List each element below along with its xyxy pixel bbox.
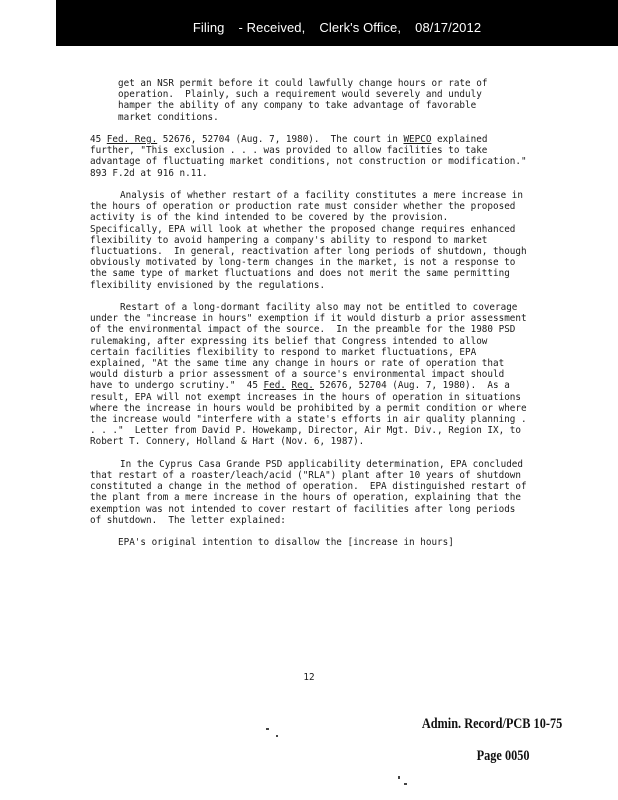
paragraph-restart <box>90 302 533 448</box>
cite-fed: Fed. <box>263 380 286 392</box>
page-number: 12 <box>303 672 315 683</box>
case-wepco: WEPCO <box>403 134 432 145</box>
stamp-office: Clerk's Office, <box>319 20 402 35</box>
filing-stamp <box>56 20 618 35</box>
scan-speck <box>266 728 269 730</box>
admin-record-stamp: Admin. Record/PCB 10-75 <box>421 716 562 732</box>
cite-reg: Reg. <box>291 380 314 392</box>
stamp-filing: Filing <box>192 20 225 35</box>
paragraph-analysis: Analysis of whether restart of a facility constitutes a mere increase in the hours of operation or production rate must consider whether the proposed activity is of the kind intended to be covered by the provision. Specifically, EPA will look at whether the proposed change requires enhanced flexibility to avoid hampering a company's ability to respond to market fluctuations. In general, reactivation after long periods of shutdown, though obviously motivated by long-term changes in the market, is not a response to the same type of market fluctuations and does not merit the same permitting flexibility envisioned by the regulations. <box>90 190 533 291</box>
paragraph-citation <box>90 134 538 179</box>
block-quote-1: get an NSR permit before it could lawfully change hours or rate of operation. Plainly, such a requirement would severely and unduly hamper the ability of any company to take advantage of favorable market conditions. <box>118 78 494 123</box>
restart-text-a: Restart of a long-dormant facility also may not be entitled to coverage under the "increase in hours" exemption if it would disturb a prior assessment of the environmental impact of the source. In the preamble for the 1980 PSD rulemaking, after expressing its belief that Congress intended to allow certain facilities flexibility to respond to market fluctuations, EPA explained, "At the same time any change in hours or rate of operation that would disturb a prior assessment of a source's environmental impact should have to undergo scrutiny." 45 <box>90 302 533 392</box>
scan-speck <box>398 776 400 779</box>
block-quote-2: EPA's original intention to disallow the [increase in hours] <box>118 537 454 549</box>
paragraph-cyprus: In the Cyprus Casa Grande PSD applicability determination, EPA concluded that restart of a roaster/leach/acid ("RLA") plant after 10 years of shutdown constituted a change in the method of operation. EPA distinguished restart of the plant from a mere increase in the hours of operation, explaining that the exemption was not intended to cover restart of facilities after long periods of shutdown. The letter explained: <box>90 458 533 526</box>
stamp-date: 08/17/2012 <box>415 20 482 35</box>
document-body <box>90 78 538 549</box>
scan-speck <box>404 783 407 785</box>
cite-mid: 52676, 52704 (Aug. 7, 1980). The court in <box>157 134 404 145</box>
scan-speck <box>276 735 278 737</box>
page-reference-stamp: Page 0050 <box>477 748 530 764</box>
stamp-received: - Received, <box>238 20 306 35</box>
cite-rest: explained further, "This exclusion . . . was provided to allow facilities to take advantage of fluctuating market conditions, not construction or modification." 893 F.2d at 916 n.11. <box>90 134 538 179</box>
cite-fed-reg: Fed. Reg. <box>106 134 158 145</box>
restart-text-b: 52676, 52704 (Aug. 7, 1980). As a result, EPA will not exempt increases in the hours of operation in situations where the increase in hours would be prohibited by a permit condition or where the increase would "interfere with a state's efforts in air quality planning . . . ." Letter from David P. Howekamp, Director, Air Mgt. Div., Region IX, to Robert T. Connery, Holland & Hart (Nov. 6, 1987). <box>90 380 533 448</box>
cite-prefix: 45 <box>90 134 107 145</box>
